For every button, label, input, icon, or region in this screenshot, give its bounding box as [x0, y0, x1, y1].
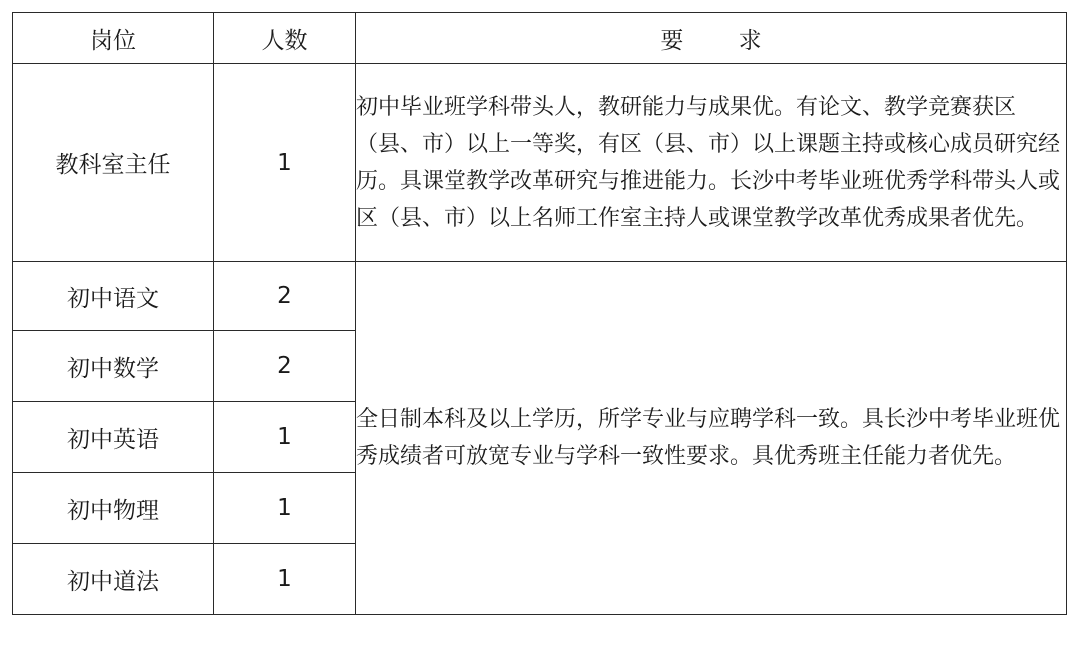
- count-cell: 2: [214, 262, 356, 331]
- post-cell: 初中物理: [13, 473, 214, 544]
- header-post: 岗位: [13, 13, 214, 64]
- count-cell: 2: [214, 331, 356, 402]
- table-header-row: [13, 13, 1067, 64]
- count-cell: 1: [214, 402, 356, 473]
- count-cell: 1: [214, 473, 356, 544]
- header-requirement: 要 求: [356, 13, 1067, 64]
- table-row: [13, 262, 1067, 331]
- post-cell: 初中英语: [13, 402, 214, 473]
- count-cell: 1: [214, 64, 356, 262]
- requirement-cell: 初中毕业班学科带头人，教研能力与成果优。有论文、教学竞赛获区（县、市）以上一等奖，有区（县、市）以上课题主持或核心成员研究经历。具课堂教学改革研究与推进能力。长沙中考毕业班优秀学科带头人或区（县、市）以上名师工作室主持人或课堂教学改革优秀成果者优先。: [356, 64, 1067, 262]
- table-row: [13, 64, 1067, 262]
- header-count: 人数: [214, 13, 356, 64]
- recruitment-table: [12, 12, 1067, 615]
- post-cell: 教科室主任: [13, 64, 214, 262]
- count-cell: 1: [214, 544, 356, 615]
- post-cell: 初中数学: [13, 331, 214, 402]
- post-cell: 初中语文: [13, 262, 214, 331]
- shared-requirement-cell: 全日制本科及以上学历，所学专业与应聘学科一致。具长沙中考毕业班优秀成绩者可放宽专业与学科一致性要求。具优秀班主任能力者优先。: [356, 262, 1067, 615]
- post-cell: 初中道法: [13, 544, 214, 615]
